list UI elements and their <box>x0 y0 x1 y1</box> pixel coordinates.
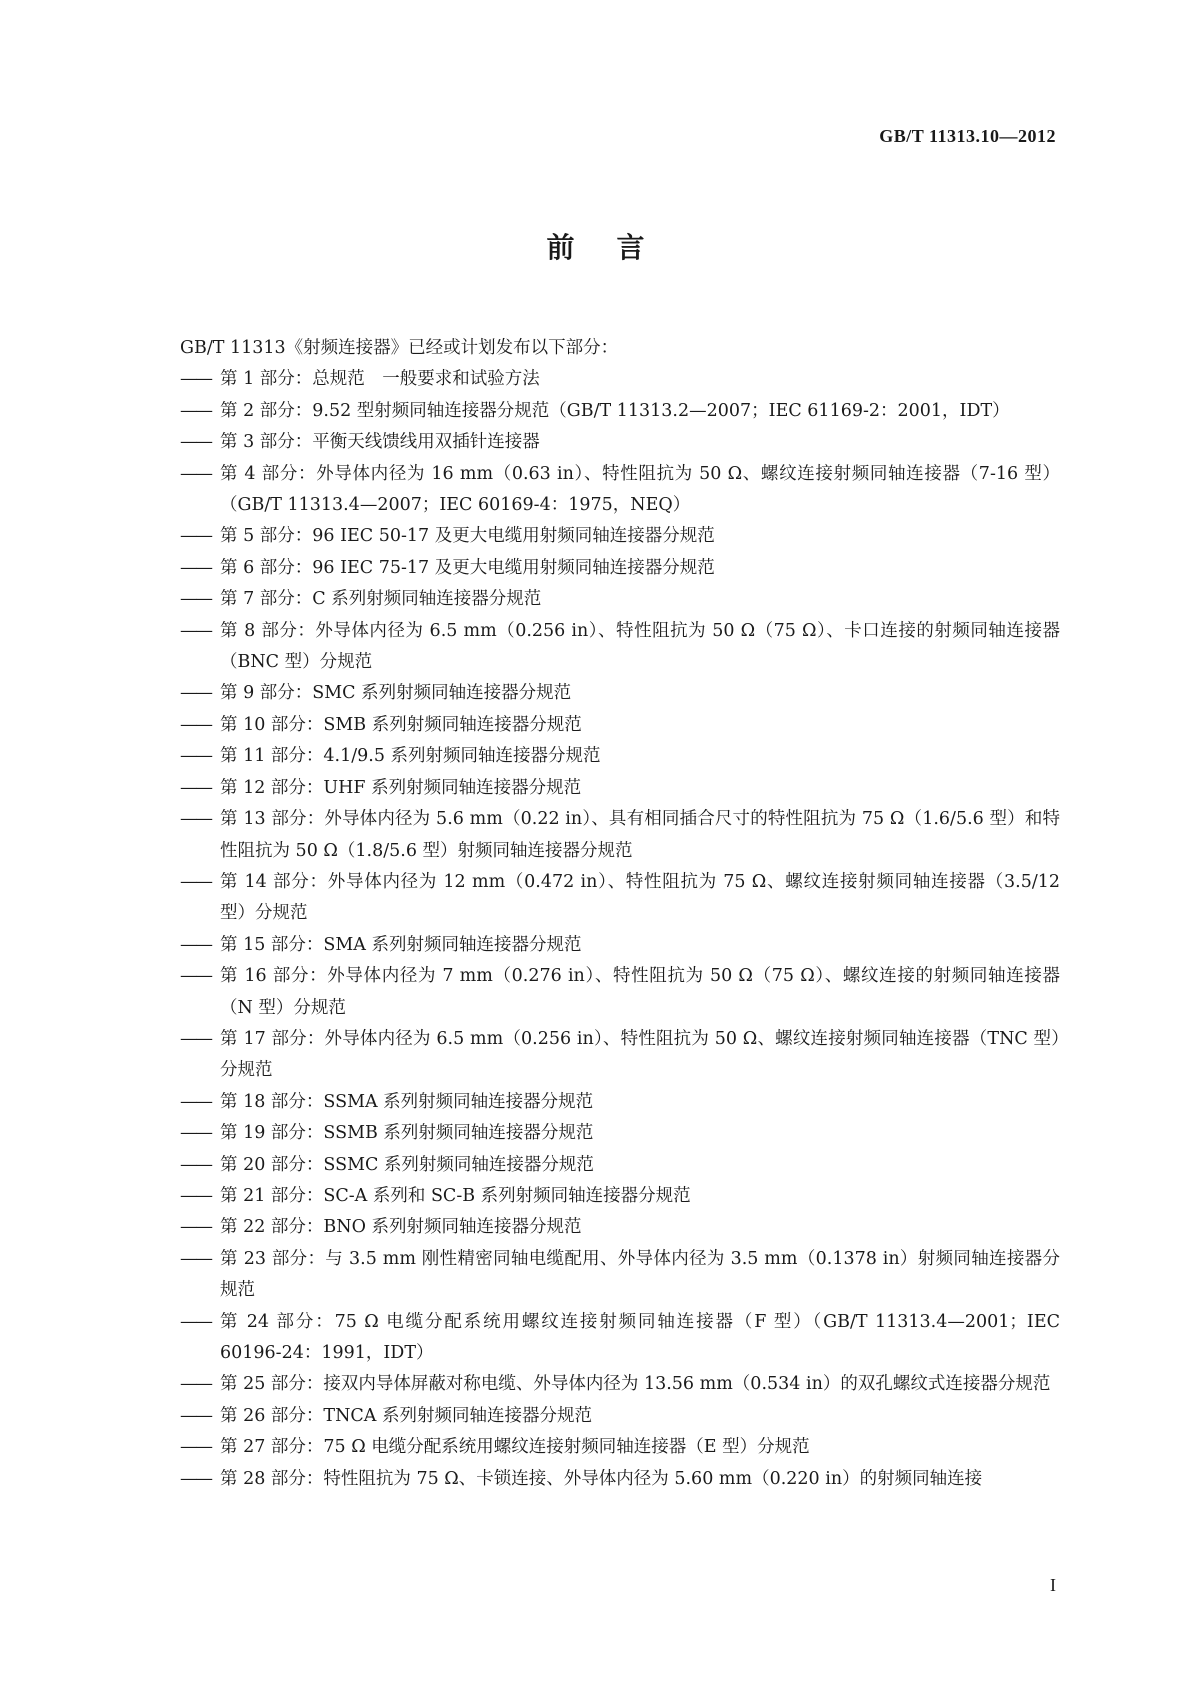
dash-marker: —— <box>180 1185 211 1206</box>
part-text: 第 24 部分：75 Ω 电缆分配系统用螺纹连接射频同轴连接器（F 型）（GB/T 11313.4—2001；IEC 60196-24：1991，IDT） <box>220 1311 1060 1363</box>
list-item <box>180 930 1060 961</box>
part-text: 第 28 部分：特性阻抗为 75 Ω、卡锁连接、外导体内径为 5.60 mm（0.220 in）的射频同轴连接 <box>220 1468 983 1489</box>
list-item <box>180 584 1060 615</box>
list-item <box>180 678 1060 709</box>
dash-marker: —— <box>180 620 211 641</box>
dash-marker: —— <box>180 966 211 987</box>
list-item <box>180 1401 1060 1432</box>
part-text: 第 1 部分：总规范 一般要求和试验方法 <box>220 369 540 390</box>
dash-marker: —— <box>180 1248 211 1269</box>
dash-marker: —— <box>180 746 211 767</box>
foreword-body <box>180 333 1060 1495</box>
dash-marker: —— <box>180 1311 211 1332</box>
dash-marker: —— <box>180 589 211 610</box>
list-item <box>180 427 1060 458</box>
list-item <box>180 1150 1060 1181</box>
part-text: 第 4 部分：外导体内径为 16 mm（0.63 in）、特性阻抗为 50 Ω、螺纹连接射频同轴连接器（7-16 型）（GB/T 11313.4—2007；IEC 60169-4：1975，NEQ） <box>220 463 1060 516</box>
part-text: 第 7 部分：C 系列射频同轴连接器分规范 <box>220 589 542 610</box>
part-text: 第 22 部分：BNO 系列射频同轴连接器分规范 <box>220 1217 582 1238</box>
intro-paragraph: GB/T 11313《射频连接器》已经或计划发布以下部分： <box>180 338 619 358</box>
part-text: 第 26 部分：TNCA 系列射频同轴连接器分规范 <box>220 1405 592 1426</box>
dash-marker: —— <box>180 871 211 892</box>
dash-marker: —— <box>180 557 211 578</box>
dash-marker: —— <box>180 1091 211 1112</box>
dash-marker: —— <box>180 1154 211 1175</box>
dash-marker: —— <box>180 463 211 484</box>
dash-marker: —— <box>180 432 211 453</box>
dash-marker: —— <box>180 526 211 547</box>
list-item <box>180 773 1060 804</box>
dash-marker: —— <box>180 1437 211 1458</box>
part-text: 第 19 部分：SSMB 系列射频同轴连接器分规范 <box>220 1123 594 1144</box>
part-text: 第 2 部分：9.52 型射频同轴连接器分规范（GB/T 11313.2—2007；IEC 61169-2：2001，IDT） <box>220 400 1010 421</box>
dash-marker: —— <box>180 369 211 390</box>
list-item <box>180 710 1060 741</box>
list-item <box>180 1118 1060 1149</box>
list-item <box>180 1464 1060 1495</box>
list-item <box>180 521 1060 552</box>
standard-code: GB/T 11313.10—2012 <box>879 126 1056 146</box>
list-item <box>180 459 1060 522</box>
dash-marker: —— <box>180 934 211 955</box>
part-text: 第 5 部分：96 IEC 50-17 及更大电缆用射频同轴连接器分规范 <box>220 526 715 547</box>
part-text: 第 23 部分：与 3.5 mm 刚性精密同轴电缆配用、外导体内径为 3.5 mm（0.1378 in）射频同轴连接器分规范 <box>220 1248 1060 1301</box>
dash-marker: —— <box>180 1468 211 1489</box>
list-item <box>180 1369 1060 1400</box>
list-item <box>180 1432 1060 1463</box>
part-text: 第 9 部分：SMC 系列射频同轴连接器分规范 <box>220 683 572 704</box>
part-text: 第 17 部分：外导体内径为 6.5 mm（0.256 in）、特性阻抗为 50 Ω、螺纹连接射频同轴连接器（TNC 型）分规范 <box>220 1028 1060 1081</box>
list-item <box>180 1024 1060 1087</box>
parts-list <box>180 364 1060 1495</box>
dash-marker: —— <box>180 1217 211 1238</box>
part-text: 第 6 部分：96 IEC 75-17 及更大电缆用射频同轴连接器分规范 <box>220 557 715 578</box>
part-text: 第 8 部分：外导体内径为 6.5 mm（0.256 in）、特性阻抗为 50 Ω（75 Ω）、卡口连接的射频同轴连接器（BNC 型）分规范 <box>220 620 1060 673</box>
dash-marker: —— <box>180 1374 211 1395</box>
list-item <box>180 1181 1060 1212</box>
part-text: 第 14 部分：外导体内径为 12 mm（0.472 in）、特性阻抗为 75 Ω、螺纹连接射频同轴连接器（3.5/12 型）分规范 <box>220 871 1060 924</box>
list-item <box>180 1087 1060 1118</box>
list-item <box>180 553 1060 584</box>
part-text: 第 18 部分：SSMA 系列射频同轴连接器分规范 <box>220 1091 594 1112</box>
dash-marker: —— <box>180 683 211 704</box>
dash-marker: —— <box>180 1028 211 1049</box>
part-text: 第 20 部分：SSMC 系列射频同轴连接器分规范 <box>220 1154 594 1175</box>
list-item <box>180 616 1060 679</box>
part-text: 第 10 部分：SMB 系列射频同轴连接器分规范 <box>220 714 582 735</box>
dash-marker: —— <box>180 400 211 421</box>
part-text: 第 25 部分：接双内导体屏蔽对称电缆、外导体内径为 13.56 mm（0.534 in）的双孔螺纹式连接器分规范 <box>220 1374 1051 1395</box>
part-text: 第 12 部分：UHF 系列射频同轴连接器分规范 <box>220 777 582 798</box>
list-item <box>180 1244 1060 1307</box>
page-title: 前言 <box>546 231 687 264</box>
page-number: I <box>1050 1575 1056 1595</box>
list-item <box>180 364 1060 395</box>
list-item <box>180 961 1060 1024</box>
list-item <box>180 741 1060 772</box>
dash-marker: —— <box>180 809 211 830</box>
dash-marker: —— <box>180 1405 211 1426</box>
part-text: 第 21 部分：SC-A 系列和 SC-B 系列射频同轴连接器分规范 <box>220 1185 691 1206</box>
part-text: 第 3 部分：平衡天线馈线用双插针连接器 <box>220 432 540 453</box>
dash-marker: —— <box>180 777 211 798</box>
part-text: 第 27 部分：75 Ω 电缆分配系统用螺纹连接射频同轴连接器（E 型）分规范 <box>220 1437 810 1458</box>
part-text: 第 13 部分：外导体内径为 5.6 mm（0.22 in）、具有相同插合尺寸的特性阻抗为 75 Ω（1.6/5.6 型）和特性阻抗为 50 Ω（1.8/5.6 型）射频同轴连接器分规范 <box>220 809 1060 861</box>
part-text: 第 16 部分：外导体内径为 7 mm（0.276 in）、特性阻抗为 50 Ω（75 Ω）、螺纹连接的射频同轴连接器（N 型）分规范 <box>220 966 1060 1018</box>
list-item <box>180 1212 1060 1243</box>
list-item <box>180 1307 1060 1370</box>
dash-marker: —— <box>180 1123 211 1144</box>
list-item <box>180 396 1060 427</box>
dash-marker: —— <box>180 714 211 735</box>
list-item <box>180 867 1060 930</box>
list-item <box>180 804 1060 867</box>
part-text: 第 11 部分：4.1/9.5 系列射频同轴连接器分规范 <box>220 746 601 767</box>
part-text: 第 15 部分：SMA 系列射频同轴连接器分规范 <box>220 934 582 955</box>
